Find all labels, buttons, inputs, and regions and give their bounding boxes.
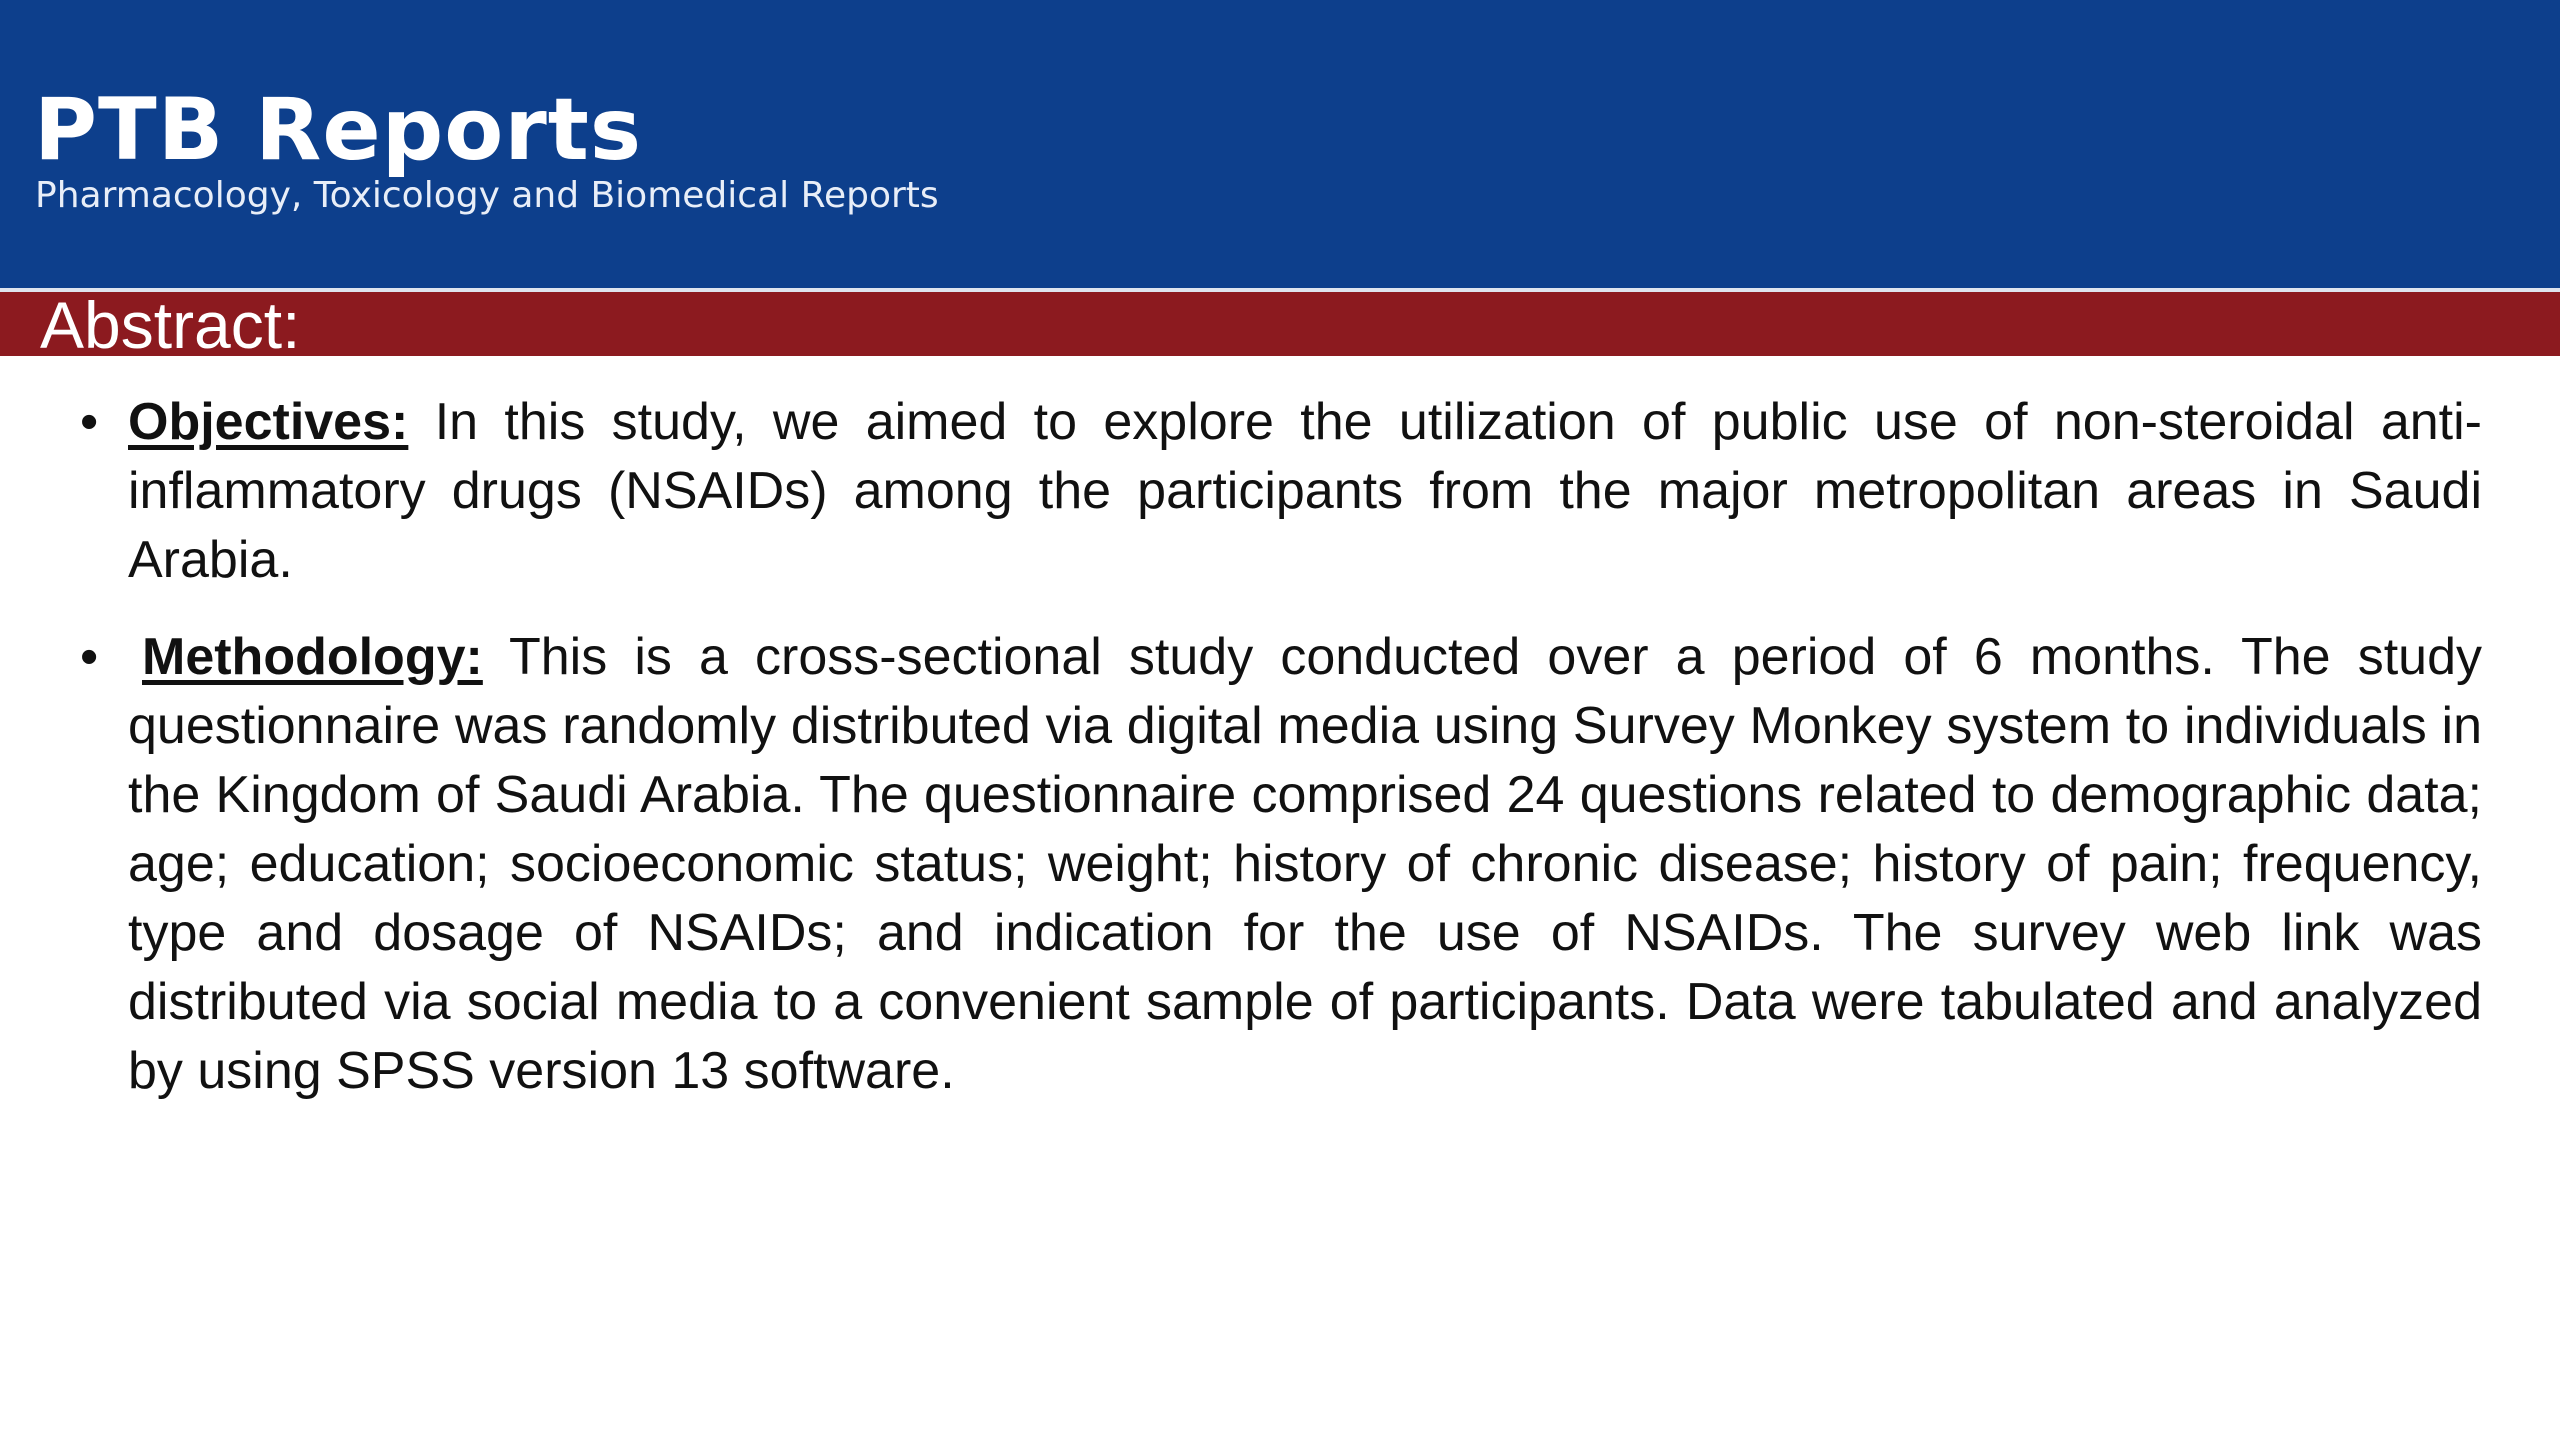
methodology-label: Methodology: — [142, 628, 483, 686]
abstract-heading: Abstract: — [40, 288, 301, 362]
bullet-methodology — [80, 623, 2482, 1106]
objectives-text: In this study, we aimed to explore the utilization of public use of non-steroidal anti-inflammatory drugs (NSAIDs) among the participants from the major metropolitan areas in Saudi Arabia. — [128, 393, 2482, 589]
journal-title: PTB Reports — [34, 80, 643, 180]
objectives-label: Objectives: — [128, 393, 409, 451]
journal-subtitle: Pharmacology, Toxicology and Biomedical Reports — [35, 175, 939, 216]
abstract-bullet-list — [80, 388, 2482, 1106]
bullet-dot-icon: • — [80, 628, 99, 686]
methodology-text: This is a cross-sectional study conducted over a period of 6 months. The study questionnaire was randomly distributed via digital media using Survey Monkey system to individuals in the Kingdom of Saudi Arabia. The questionnaire comprised 24 questions related to demographic data; age; education; socioeconomic status; weight; history of chronic disease; history of pain; frequency, type and dosage of NSAIDs; and indication for the use of NSAIDs. The survey web link was distributed via social media to a convenient sample of participants. Data were tabulated and analyzed by using SPSS version 13 software. — [128, 628, 2482, 1100]
abstract-heading-band — [0, 292, 2560, 356]
bullet-objectives — [80, 388, 2482, 595]
bullet-dot-icon: • — [80, 393, 99, 451]
